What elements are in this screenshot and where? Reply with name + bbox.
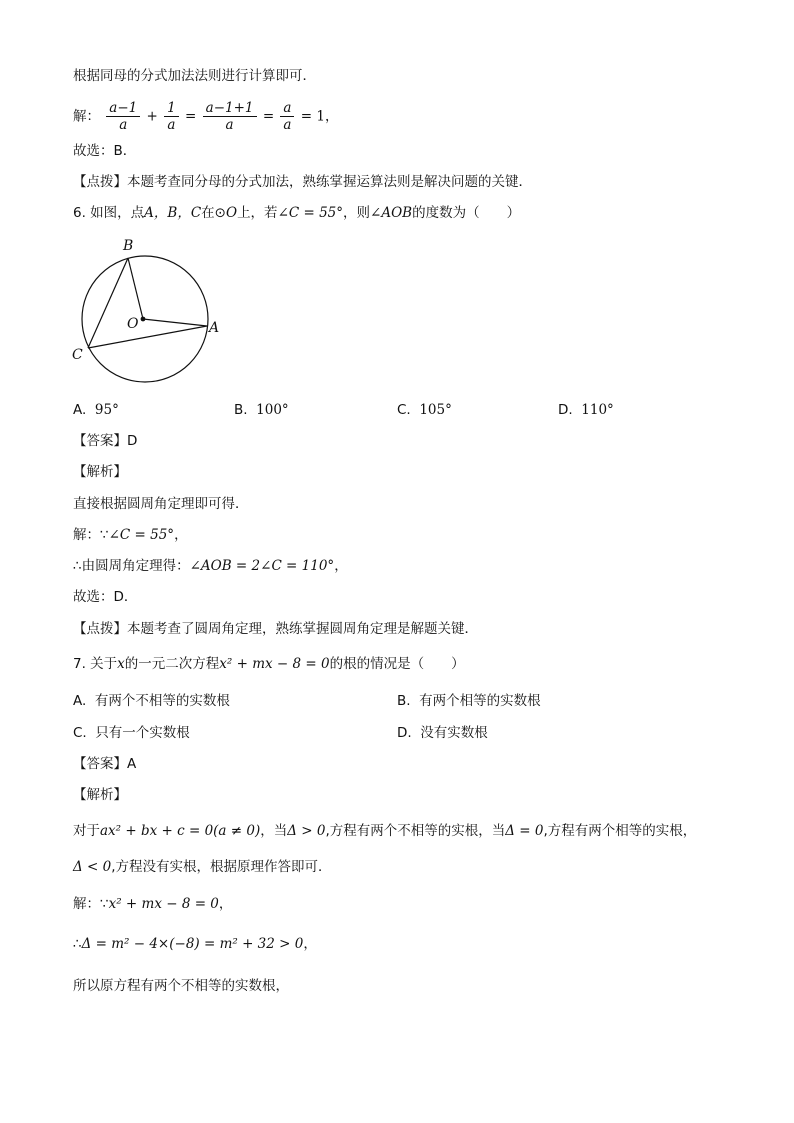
chord-ca [88,326,207,348]
q5-fraction-3: $\frac{a-1+1}{a}$ [203,100,257,133]
q5-fraction-4: $\frac{a}{a}$ [280,100,294,133]
q6-option-a: A. 95° [73,402,119,418]
q6-analysis-heading: 【解析】 [73,464,127,480]
label-c: C [72,347,83,363]
q6-reasoning: 直接根据圆周角定理即可得． [73,496,249,512]
q7-rule-line-2: Δ < 0,方程没有实根，根据原理作答即可． [73,859,332,875]
q5-tip: 【点拨】本题考查同分母的分式加法，熟练掌握运算法则是解决问题的关键． [73,174,532,190]
label-b: B [123,238,134,254]
q7-rule-line-1: 对于ax² + bx + c = 0(a ≠ 0)，当Δ > 0,方程有两个不相等的实根，当Δ = 0,方程有两个相等的实根， [73,823,697,839]
q5-fraction-2: $\frac{1}{a}$ [164,100,179,133]
radius-ob [128,258,143,319]
q6-answer: 【答案】D [73,433,138,449]
label-o: O [127,316,139,332]
radius-oa [143,319,207,326]
q5-reasoning: 根据同母的分式加法法则进行计算即可． [73,68,316,84]
q5-solution-prefix: 解： [73,108,100,125]
q7-conclusion: 所以原方程有两个不相等的实数根， [73,978,289,994]
q7-option-b: B. 有两个相等的实数根 [397,693,541,709]
q7-stem: 7. 关于x的一元二次方程x² + mx − 8 = 0的根的情况是（ ） [73,656,465,672]
q6-circle-figure [66,234,226,392]
q6-option-b: B. 100° [234,402,289,418]
q6-option-c: C. 105° [397,402,452,418]
q7-analysis-heading: 【解析】 [73,787,127,803]
q6-solution-1: 解：∵∠C = 55°， [73,527,188,543]
q7-option-c: C. 只有一个实数根 [73,725,190,741]
q7-option-a: A. 有两个不相等的实数根 [73,693,230,709]
q6-stem: 6. 如图，点A，B，C在⊙O上，若∠C = 55°，则∠AOB的度数为（ ） [73,205,521,221]
label-a: A [209,320,220,336]
q5-equals-2: = [262,108,275,125]
q7-option-d: D. 没有实数根 [397,725,488,741]
chord-bc [88,258,128,348]
q5-plus: + [146,108,158,125]
q5-solution [73,100,338,133]
q7-answer: 【答案】A [73,756,137,772]
q5-choice: 故选：B． [73,143,137,159]
q7-solution-1: 解：∵x² + mx − 8 = 0， [73,896,233,912]
q5-result: = 1， [300,108,339,125]
q5-equals-1: = [185,108,197,125]
q7-solution-2: ∴Δ = m² − 4×(−8) = m² + 32 > 0， [73,936,317,952]
q6-solution-2: ∴由圆周角定理得：∠AOB = 2∠C = 110°， [73,558,348,574]
q6-option-d: D. 110° [558,402,614,418]
q6-tip: 【点拨】本题考查了圆周角定理，熟练掌握圆周角定理是解题关键． [73,621,478,637]
center-dot [141,317,146,322]
q5-fraction-1: $\frac{a-1}{a}$ [106,100,140,133]
q6-choice: 故选：D． [73,589,138,605]
